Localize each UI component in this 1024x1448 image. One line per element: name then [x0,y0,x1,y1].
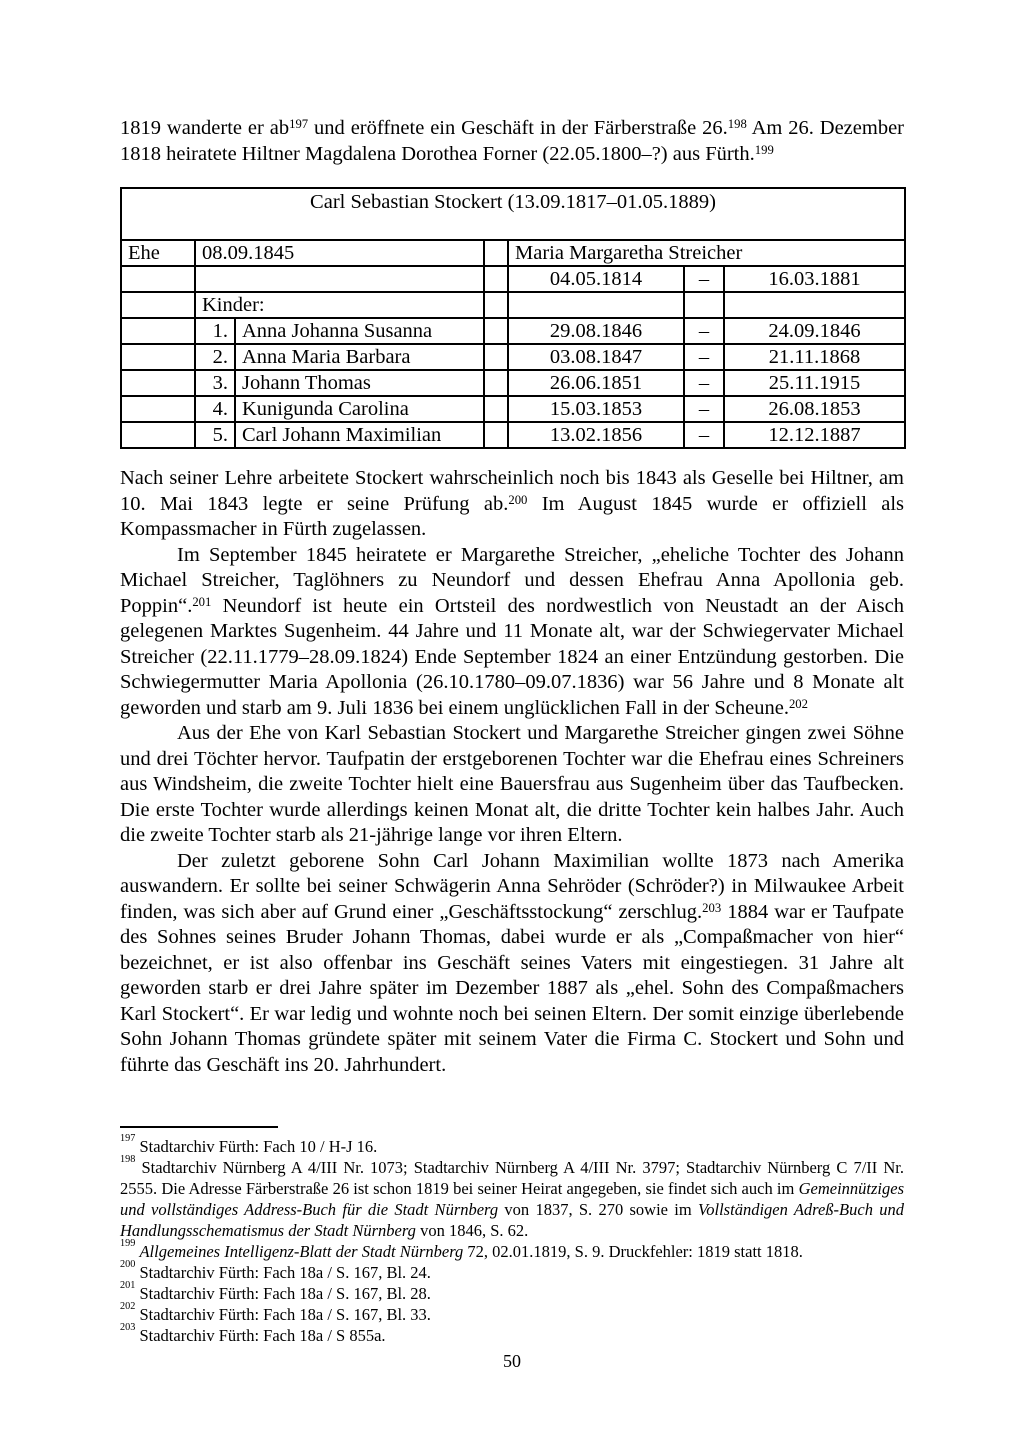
family-table [120,187,906,449]
child-name-cell: Carl Johann Maximilian [235,422,484,448]
body-text: 1819 wanderte er ab [120,117,290,139]
body-text: Nach seiner Lehre arbeitete Stockert wahrscheinlich noch bis 1843 als Geselle bei Hiltner, am 10. Mai 1843 legte er seine Prüfung ab. [120,467,904,515]
page-number: 50 [503,1351,521,1371]
gap-cell [484,396,508,422]
children-header-row [121,292,905,318]
empty-cell [724,292,905,318]
child-row [121,396,905,422]
child-birth-cell: 13.02.1856 [508,422,684,448]
empty-cell [195,266,484,292]
footnote-203 [120,1321,904,1346]
empty-cell [121,318,195,344]
body-text: Der zuletzt geborene Sohn Carl Johann Maximilian wollte 1873 nach Amerika auswandern. Er sollte bei seiner Schwägerin Anna Sehröder (Schröder?) in Milwaukee Arbeit finden, was sich aber auf Grund einer „Geschäftsstockung“ zerschlug. [120,849,904,923]
footnote-text-italic: Vollständigen Adreß-Buch und Handlungsschematismus der Stadt Nürnberg [120,1200,904,1240]
paragraph-kinder [120,721,904,849]
empty-cell [121,292,195,318]
empty-cell [121,370,195,396]
child-number-cell: 3. [195,370,235,396]
date-dash-cell: – [684,370,724,396]
empty-cell [121,344,195,370]
page-content [120,116,904,1078]
footnote-number: 201 [120,1279,136,1291]
footnote-number: 203 [120,1321,136,1333]
footnote-197 [120,1132,904,1157]
child-name-cell: Kunigunda Carolina [235,396,484,422]
footnote-text: Stadtarchiv Nürnberg A 4/III Nr. 1073; Stadtarchiv Nürnberg A 4/III Nr. 3797; Stadtarchiv Nürnberg C 7/II Nr. 2555. Die Adresse Färberstraße 26 ist schon 1819 bei seiner Heirat angegeben, sie findet sich auch im [120,1158,904,1198]
footnote-number: 200 [120,1258,136,1270]
children-label-cell: Kinder: [195,292,484,318]
body-text: 1884 war er Taufpate des Sohnes seines Bruder Johann Thomas, dabei wurde er als „Compaßmacher von hier“ bezeichnet, er ist also offenbar ins Geschäft seines Vaters mit eingestiegen. 31 Jahre alt geworden starb er drei Jahre später im Dezember 1887 als „ehel. Sohn des Compaßmachers Karl Stockert“. Er war ledig und wohnte noch bei seinen Eltern. Der somit einzige überlebende Sohn Johann Thomas gründete später mit seinem Vater die Firma C. Stockert und Sohn und führte das Geschäft ins 20. Jahrhundert. [120,900,905,1076]
footnote-202 [120,1300,904,1325]
footnote-text: Stadtarchiv Fürth: Fach 18a / S 855a. [139,1326,386,1345]
marriage-row [121,240,905,266]
paragraph-maximilian [120,849,904,1079]
body-text: Am 26. Dezember 1818 heiratete Hiltner Magdalena Dorothea Forner (22.05.1800–?) aus Fürth. [120,117,904,165]
footnote-text: 72, 02.01.1819, S. 9. Druckfehler: 1819 statt 1818. [463,1242,803,1261]
footnote-text-italic: Gemeinnütziges und vollständiges Address-Buch für die Stadt Nürnberg [120,1179,904,1219]
date-dash-cell: – [684,318,724,344]
child-name-cell: Johann Thomas [235,370,484,396]
footnote-201 [120,1279,904,1304]
child-birth-cell: 15.03.1853 [508,396,684,422]
child-number-cell: 1. [195,318,235,344]
child-number-cell: 4. [195,396,235,422]
child-name-cell: Anna Maria Barbara [235,344,484,370]
empty-cell [508,292,684,318]
date-dash-cell: – [684,396,724,422]
footnote-area [120,1126,904,1372]
table-title: Carl Sebastian Stockert (13.09.1817–01.05.1889) [121,188,905,240]
footnote-text-italic: Allgemeines Intelligenz-Blatt der Stadt Nürnberg [139,1242,464,1261]
child-number-cell: 5. [195,422,235,448]
gap-cell [484,370,508,396]
body-text: Aus der Ehe von Karl Sebastian Stockert und Margarethe Streicher gingen zwei Söhne und drei Töchter hervor. Taufpatin der erstgeborenen Tochter war die Ehefrau eines Schreiners aus Windsheim, die zweite Tochter hielt eine Bauersfrau aus Sugenheim über das Taufbecken. Die erste Tochter wurde allerdings keinen Monat alt, die dritte Tochter kein halbes Jahr. Auch die zweite Tochter starb als 21-jährige lange vor ihren Eltern. [120,722,904,846]
empty-cell [121,396,195,422]
paragraph-lehre [120,466,904,543]
footnote-ref-200: 200 [508,492,528,507]
footnote-number: 197 [120,1132,136,1144]
gap-cell [484,266,508,292]
gap-cell [484,344,508,370]
marriage-label-cell: Ehe [121,240,195,266]
child-birth-cell: 03.08.1847 [508,344,684,370]
spouse-dates-row [121,266,905,292]
spouse-death-cell: 16.03.1881 [724,266,905,292]
child-birth-cell: 26.06.1851 [508,370,684,396]
child-name-cell: Anna Johanna Susanna [235,318,484,344]
empty-cell [121,422,195,448]
gap-cell [484,318,508,344]
body-text: Neundorf ist heute ein Ortsteil des nordwestlich von Neustadt an der Aisch gelegenen Marktes Sugenheim. 44 Jahre und 11 Monate alt, war der Schwiegervater Michael Streicher (22.11.1779–28.09.1824) Ende September 1824 an einer Entzündung gestorben. Die Schwiegermutter Maria Apollonia (26.10.1780–09.07.1836) war 56 Jahre und 8 Monate alt geworden und starb am 9. Juli 1836 bei einem unglücklichen Fall in der Scheune. [120,594,904,719]
paragraph-heirat [120,543,904,722]
footnote-ref-198: 198 [727,117,747,132]
footnote-200 [120,1258,904,1283]
footnote-text: von 1837, S. 270 sowie im [498,1200,699,1219]
footnote-ref-197: 197 [289,117,309,132]
child-row [121,370,905,396]
body-text: Im September 1845 heiratete er Margarethe Streicher, „eheliche Tochter des Johann Michael Streicher, Taglöhners zu Neundorf und dessen Ehefrau Anna Apollonia geb. Poppin“. [120,543,904,617]
date-dash-cell: – [684,422,724,448]
footnote-separator [120,1126,278,1128]
empty-cell [684,292,724,318]
footnote-text: Stadtarchiv Fürth: Fach 18a / S. 167, Bl. 24. [139,1263,431,1282]
footnote-ref-201: 201 [192,594,212,609]
gap-cell [484,292,508,318]
footnote-199 [120,1237,904,1262]
child-death-cell: 21.11.1868 [724,344,905,370]
gap-cell [484,240,508,266]
child-row [121,422,905,448]
spouse-name-cell: Maria Margaretha Streicher [508,240,905,266]
date-dash-cell: – [684,344,724,370]
child-row [121,318,905,344]
marriage-date-cell: 08.09.1845 [195,240,484,266]
footnote-text: von 1846, S. 62. [415,1221,529,1240]
body-text: und eröffnete ein Geschäft in der Färberstraße 26. [308,117,728,139]
footnote-text: Stadtarchiv Fürth: Fach 18a / S. 167, Bl. 33. [139,1305,431,1324]
footnote-ref-202: 202 [788,696,809,711]
child-death-cell: 26.08.1853 [724,396,905,422]
footnote-text: Stadtarchiv Fürth: Fach 18a / S. 167, Bl. 28. [139,1284,431,1303]
footnote-text: Stadtarchiv Fürth: Fach 10 / H-J 16. [139,1137,378,1156]
child-number-cell: 2. [195,344,235,370]
child-birth-cell: 29.08.1846 [508,318,684,344]
child-row [121,344,905,370]
footnote-198 [120,1153,904,1241]
child-death-cell: 12.12.1887 [724,422,905,448]
footnote-number: 202 [120,1300,136,1312]
footnote-ref-199: 199 [754,142,774,157]
table-title-row [121,188,905,240]
child-death-cell: 24.09.1846 [724,318,905,344]
empty-cell [121,266,195,292]
gap-cell [484,422,508,448]
footnote-number: 198 [120,1153,136,1165]
paragraph-intro [120,116,904,167]
child-death-cell: 25.11.1915 [724,370,905,396]
date-dash-cell: – [684,266,724,292]
spouse-birth-cell: 04.05.1814 [508,266,684,292]
footnote-ref-203: 203 [702,900,722,915]
footnote-number: 199 [120,1237,136,1249]
body-text: Im August 1845 wurde er offiziell als Kompassmacher in Fürth zugelassen. [120,492,904,540]
